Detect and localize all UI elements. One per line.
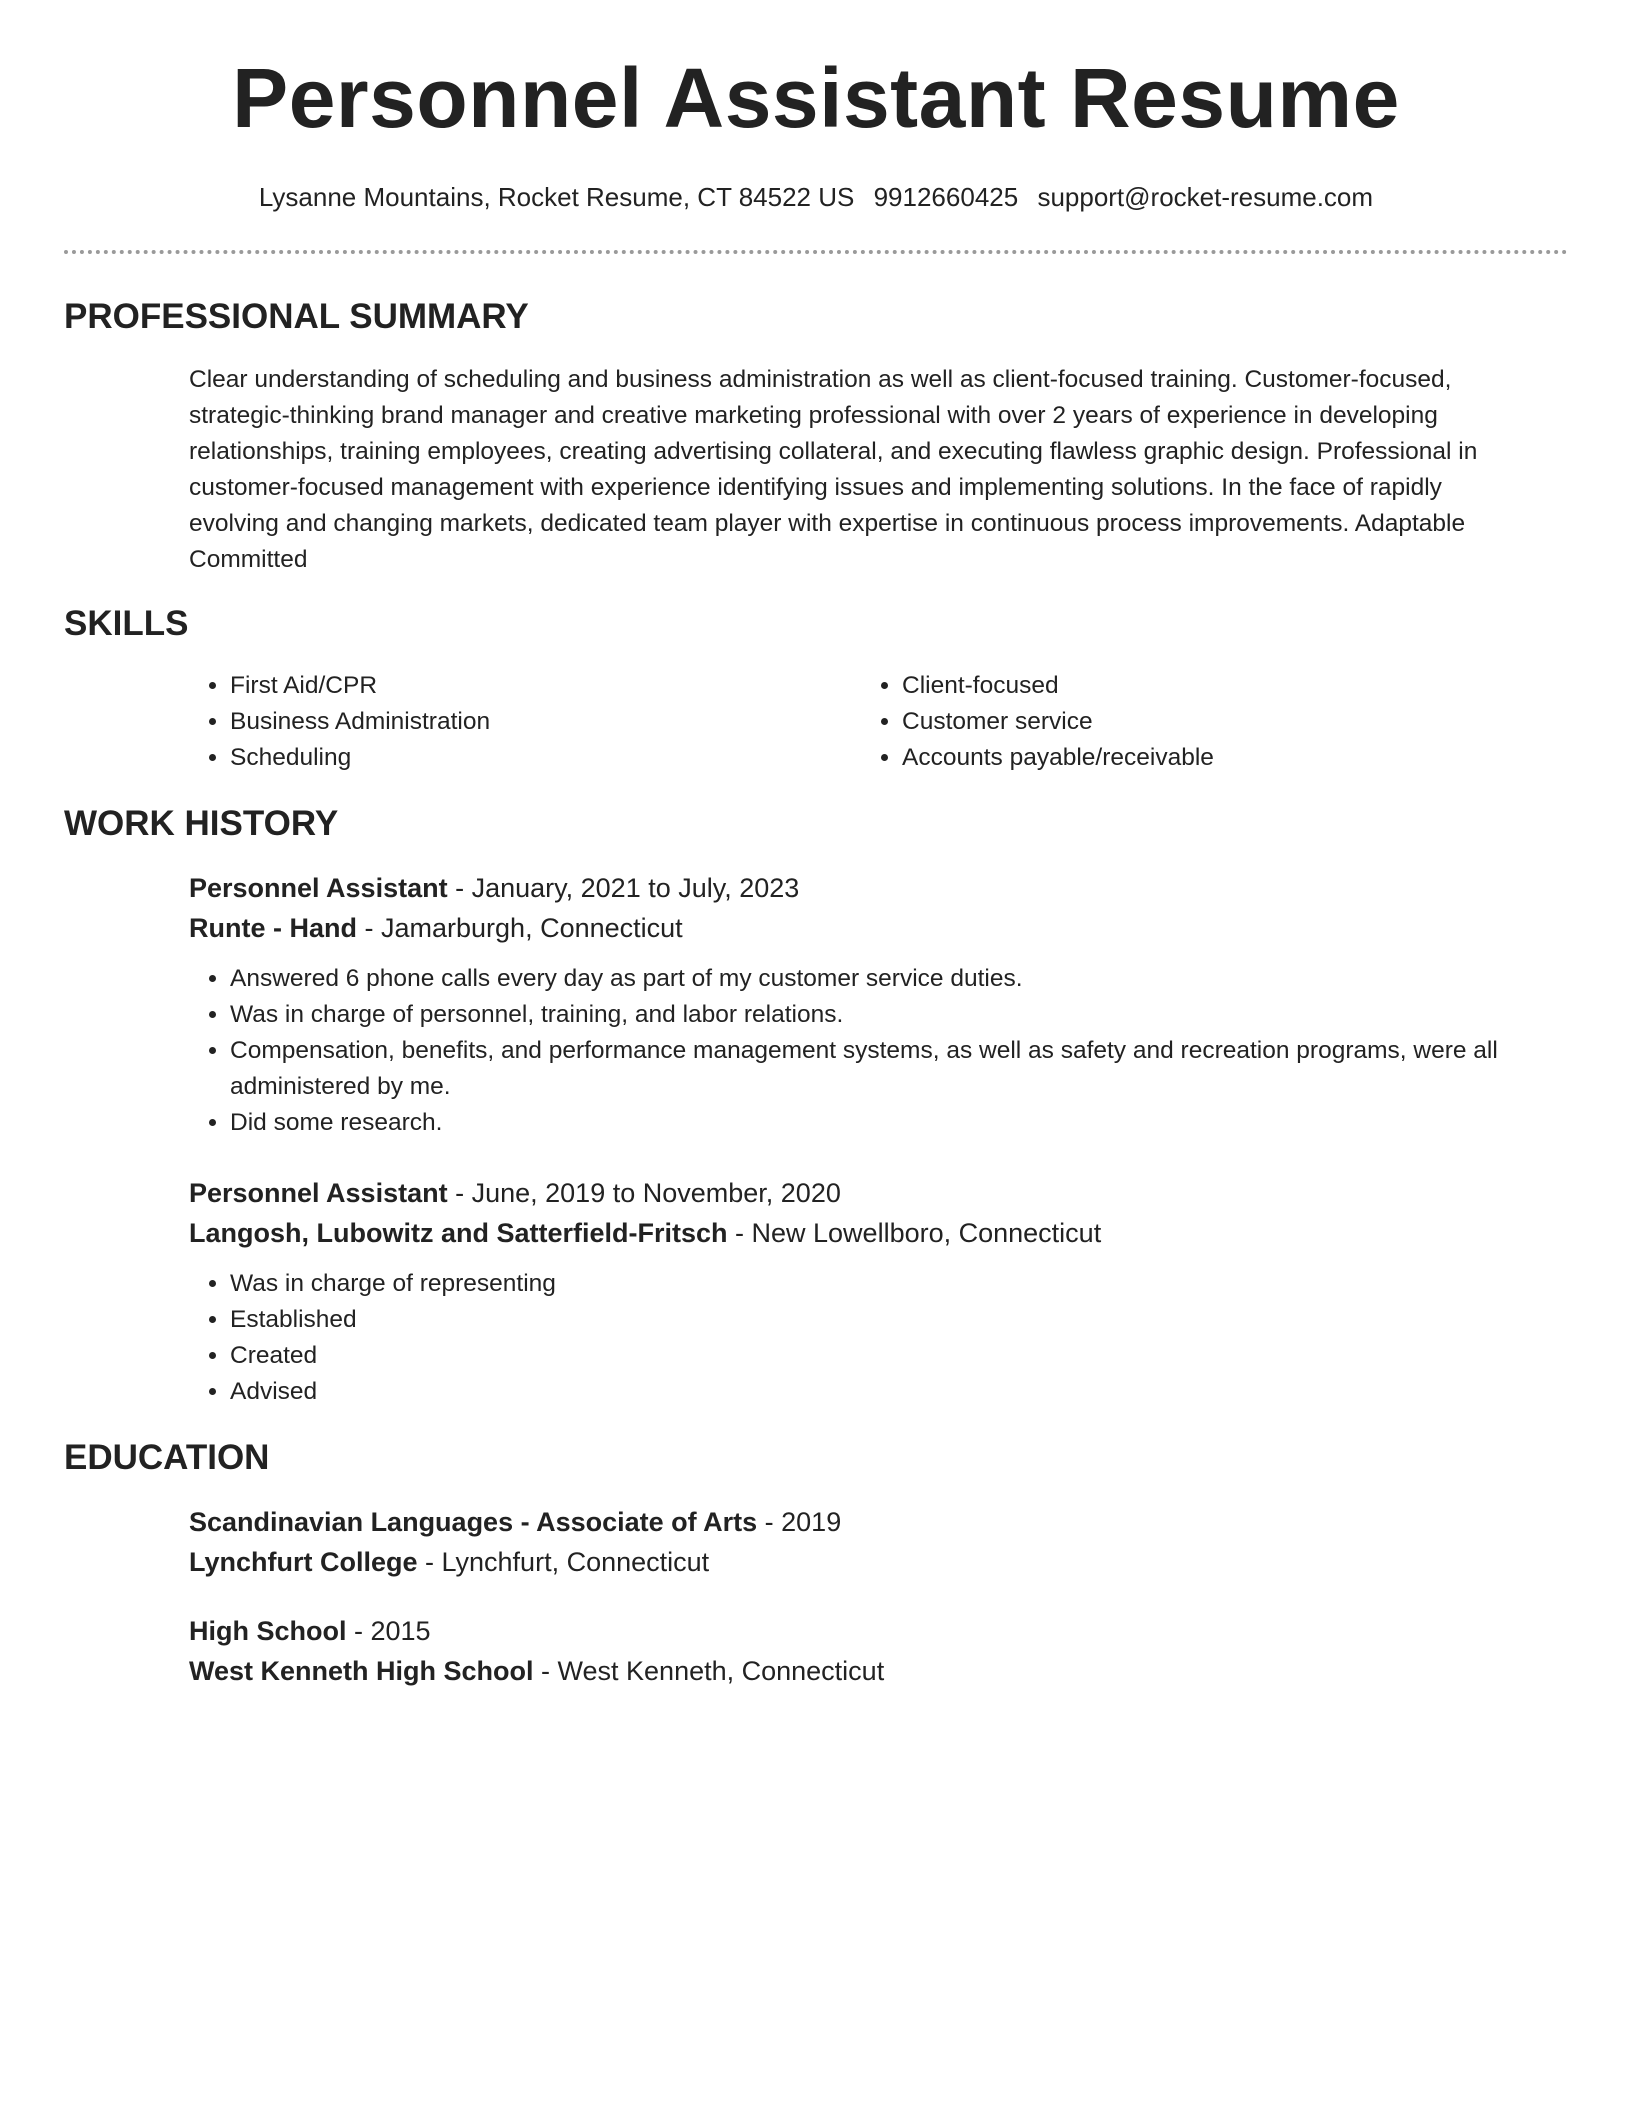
skill-item: • Accounts payable/receivable xyxy=(902,740,1458,776)
job-bullet: • Was in charge of representing xyxy=(230,1266,1516,1302)
job-bullet: • Established xyxy=(230,1302,1516,1338)
education-heading: EDUCATION xyxy=(64,1438,270,1477)
education-school: Lynchfurt College xyxy=(189,1547,418,1577)
education-location: - West Kenneth, Connecticut xyxy=(533,1656,885,1686)
job-bullets xyxy=(186,1266,1516,1410)
job-entry xyxy=(189,1173,1519,1253)
job-dates: - January, 2021 to July, 2023 xyxy=(447,873,800,903)
education-year: - 2015 xyxy=(346,1616,431,1646)
education-entry xyxy=(189,1502,1519,1582)
resume-title: Personnel Assistant Resume xyxy=(232,51,1400,145)
job-bullet: • Did some research. xyxy=(230,1105,1516,1141)
job-title-line xyxy=(189,1173,1519,1213)
skill-item: • Customer service xyxy=(902,704,1458,740)
job-entry xyxy=(189,868,1519,948)
skills-list-right xyxy=(858,668,1458,776)
job-company-line xyxy=(189,908,1519,948)
skill-item: • Scheduling xyxy=(230,740,786,776)
skill-item: • Client-focused xyxy=(902,668,1458,704)
summary-heading: PROFESSIONAL SUMMARY xyxy=(64,297,529,336)
job-bullet: • Answered 6 phone calls every day as part of my customer service duties. xyxy=(230,961,1516,997)
education-entry xyxy=(189,1611,1519,1691)
job-company-line xyxy=(189,1213,1519,1253)
job-bullet: • Compensation, benefits, and performance management systems, as well as safety and recreation programs, were all administered by me. xyxy=(230,1033,1516,1105)
job-dates: - June, 2019 to November, 2020 xyxy=(447,1178,841,1208)
education-degree: High School xyxy=(189,1616,347,1646)
job-bullet: • Advised xyxy=(230,1374,1516,1410)
education-school: West Kenneth High School xyxy=(189,1656,534,1686)
job-location: - Jamarburgh, Connecticut xyxy=(357,913,683,943)
job-bullet: • Created xyxy=(230,1338,1516,1374)
contact-line xyxy=(0,181,1632,215)
education-school-line xyxy=(189,1542,1519,1582)
education-degree-line xyxy=(189,1611,1519,1651)
job-company: Runte - Hand xyxy=(189,913,357,943)
contact-phone: 9912660425 xyxy=(873,182,1019,212)
job-bullets xyxy=(186,961,1516,1141)
skills-heading: SKILLS xyxy=(64,604,189,643)
job-title: Personnel Assistant xyxy=(189,1178,448,1208)
job-bullet: • Was in charge of personnel, training, and labor relations. xyxy=(230,997,1516,1033)
contact-address: Lysanne Mountains, Rocket Resume, CT 84522 US xyxy=(258,182,855,212)
skills-list-left xyxy=(186,668,786,776)
skill-item: • Business Administration xyxy=(230,704,786,740)
education-year: - 2019 xyxy=(757,1507,842,1537)
job-title-line xyxy=(189,868,1519,908)
summary-text: Clear understanding of scheduling and business administration as well as client-focused training. Customer-focused, strategic-thinking brand manager and creative marketing professional with over 2 years of experience in developing relationships, training employees, creating advertising collateral, and executing flawless graphic design. Professional in customer-focused management with experience identifying issues and implementing solutions. In the face of rapidly evolving and changing markets, dedicated team player with expertise in continuous process improvements. Adaptable Committed xyxy=(189,366,1478,573)
job-company: Langosh, Lubowitz and Satterfield-Fritsch xyxy=(189,1218,728,1248)
education-degree-line xyxy=(189,1502,1519,1542)
education-school-line xyxy=(189,1651,1519,1691)
header-divider xyxy=(64,250,1568,254)
education-degree: Scandinavian Languages - Associate of Arts xyxy=(189,1507,758,1537)
skill-item: • First Aid/CPR xyxy=(230,668,786,704)
education-location: - Lynchfurt, Connecticut xyxy=(417,1547,710,1577)
job-location: - New Lowellboro, Connecticut xyxy=(727,1218,1102,1248)
contact-email: support@rocket-resume.com xyxy=(1037,182,1374,212)
job-title: Personnel Assistant xyxy=(189,873,448,903)
work-heading: WORK HISTORY xyxy=(64,804,339,843)
